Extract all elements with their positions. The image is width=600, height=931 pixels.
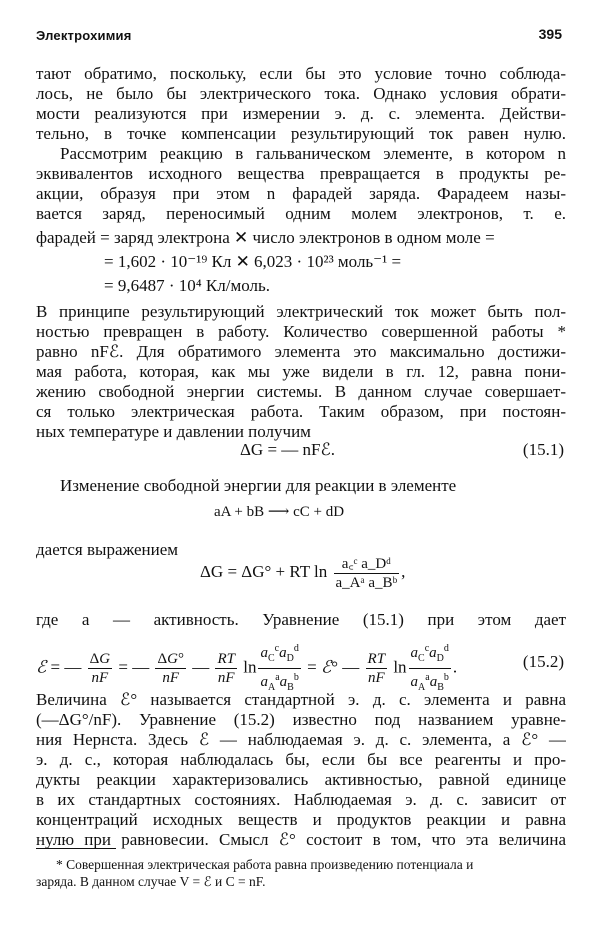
text-line: ния Нернста. Здесь ℰ — наблюдаемая э. д. с. элемента, а ℰ° — [36,730,566,749]
text-line: дается выражением [36,540,179,559]
footnote-line: заряда. В данном случае V = ℰ и C = nF. [36,874,266,889]
text-line: ся только электрическая работа. Таким образом, при постоян- [36,402,566,421]
text-line: Изменение свободной энергии для реакции в элементе [60,476,457,495]
text-line: тают обратимо, поскольку, если бы это условие точно соблюда- [36,64,566,83]
fraction-denominator: a_Aᵃ a_Bᵇ [335,574,398,591]
text-line: Величина ℰ° называется стандартной э. д. с. элемента и равна [36,690,566,709]
text-line: акции, образуя при этом n фарадей заряда. Фарадеем назы- [36,184,566,203]
equation-15-1: ΔG = — nFℰ. [240,440,336,459]
footnote-line: * Совершенная электрическая работа равна произведению потенциала и [56,857,474,872]
equation-delta-g: ΔG = ΔG° + RT ln $\frac{\text{a꜀ᶜ a\_Dᵈ}}{\text{a\_Aᵃ a\_Bᵇ}}$ , [200,555,406,591]
equation-label-15-1: (15.1) [522,440,564,459]
text-line: концентраций исходных веществ и продуктов реакции и равна [36,810,566,829]
activity-fraction [334,555,400,592]
equation-15-2: ℰ = — $\frac{\Delta G}{nF}$ = — $\frac{\Delta G^\circ}{nF}$ — $\frac{RT}{nF}$ ln $\frac{a_C^ca_D^d}{a_A^aa_B^b}$ = ℰ° — $\frac{RT}{nF}$ ln $\frac{a_C^ca_D^d}{a_A^aa_B^b}$ . [36,640,457,697]
text-line: ностью превращен в работу. Количество совершенной работы * [36,322,566,341]
text-line: В принципе результирующий электрический ток может быть пол- [36,302,566,321]
footnote-divider [36,848,116,849]
running-header [36,28,564,48]
text-line: лось, не было бы электрического тока. Однако условия обрати- [36,84,566,103]
faraday-eq-line3: = 9,6487 · 10⁴ Кл/моль. [104,276,270,295]
faraday-eq-line2: = 1,602 · 10⁻¹⁹ Кл ✕ 6,023 · 10²³ моль⁻¹ = [104,252,402,271]
reaction-equation: aA + bB ⟶ cC + dD [214,504,345,520]
faraday-eq-line1: фарадей = заряд электрона ✕ число электронов в одном моле = [36,228,495,247]
page-number: 395 [538,26,562,42]
equation-label-15-2: (15.2) [522,652,564,671]
text-line: эквивалентов исходного вещества превращается в продукты ре- [36,164,566,183]
equation-delta-g-lhs: ΔG = ΔG° + RT ln [200,562,328,581]
text-line: (—ΔG°/nF). Уравнение (15.2) известно под названием уравне- [36,710,566,729]
text-line: дукты реакции характеризовались активностью, равной единице [36,770,566,789]
fraction-numerator: a꜀ᶜ a_Dᵈ [334,555,400,574]
text-line: мая работа, которая, как мы уже видели в гл. 12, равна пони- [36,362,566,381]
section-title: Электрохимия [36,28,132,43]
text-line: жению свободной энергии системы. В данном случае совершает- [36,382,566,401]
text-line: нулю при равновесии. Смысл ℰ° состоит в том, что эта величина [36,830,566,849]
text-line: э. д. с., которая наблюдалась бы, если бы все реагенты и про- [36,750,566,769]
text-line: Рассмотрим реакцию в гальваническом элементе, в котором n [60,144,566,163]
text-line: ных температуре и давлении получим [36,422,311,441]
text-line: тельно, в точке компенсации результирующий ток равен нулю. [36,124,566,143]
text-line: мости реализуются при измерении э. д. с. элемента. Действи- [36,104,566,123]
text-line: равно nFℰ. Для обратимого элемента это максимально достижи- [36,342,566,361]
text-line: в их стандартных состояниях. Наблюдаемая э. д. с. зависит от [36,790,566,809]
text-line: вается заряд, переносимый одним молем электронов, т. е. [36,204,566,223]
text-line: где a — активность. Уравнение (15.1) при этом дает [36,610,566,629]
